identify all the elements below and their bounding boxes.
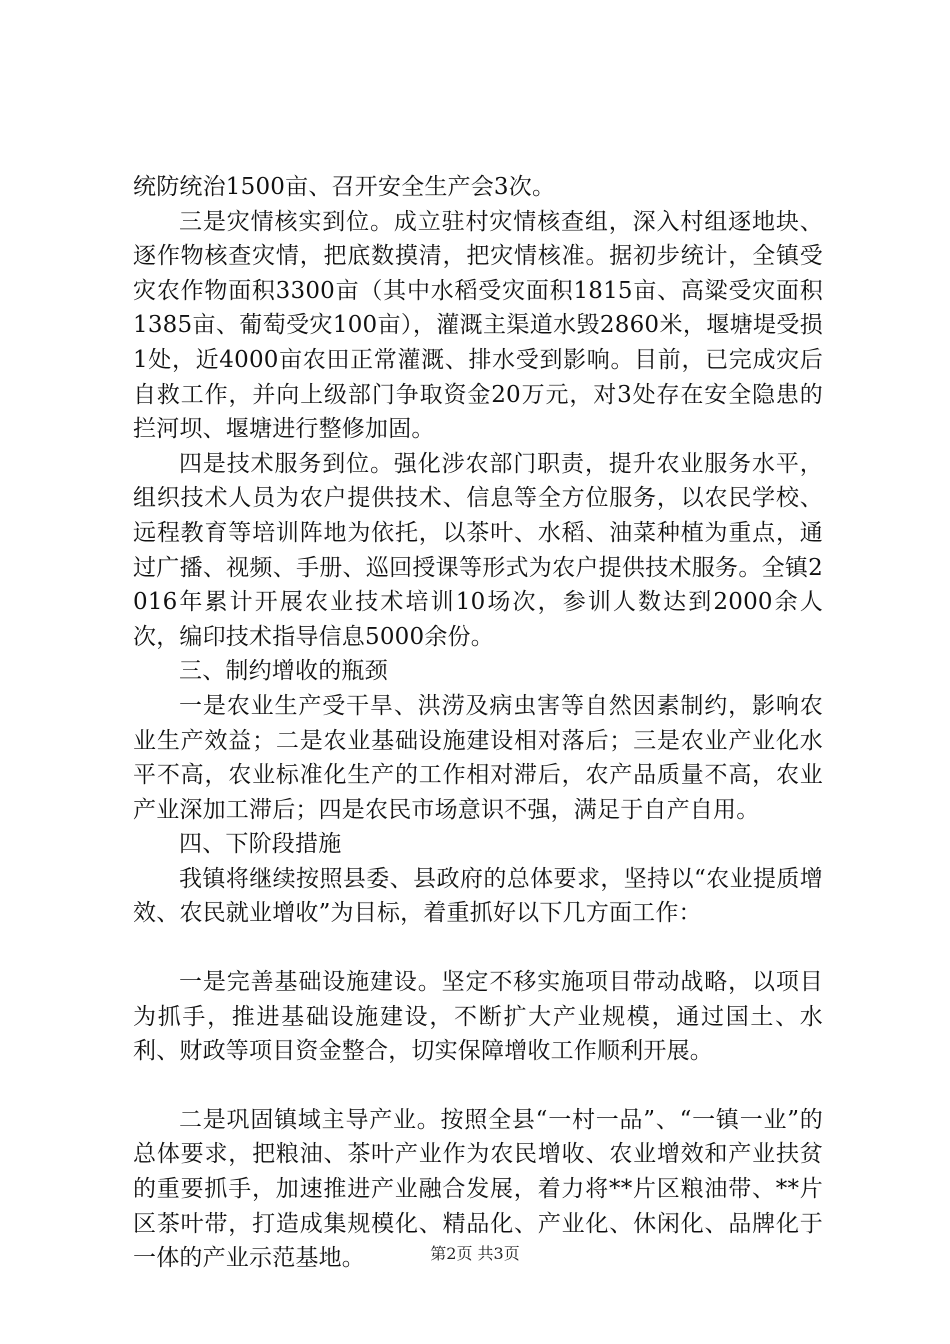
section-heading-next-steps: 四、下阶段措施: [179, 831, 342, 858]
section-heading-bottlenecks: 三、制约增收的瓶颈: [179, 658, 388, 685]
page-number-footer: 第2页 共3页: [430, 1244, 520, 1263]
paragraph-gap: [133, 931, 823, 965]
paragraph-next-steps-intro: 我镇将继续按照县委、县政府的总体要求，坚持以“农业提质增效、农民就业增收”为目标，着重抓好以下几方面工作：: [133, 865, 823, 927]
paragraph-infrastructure: 一是完善基础设施建设。坚定不移实施项目带动战略，以项目为抓手，推进基础设施建设，不断扩大产业规模，通过国土、水利、财政等项目资金整合，切实保障增收工作顺利开展。: [133, 969, 823, 1065]
paragraph-continuation: 统防统治1500亩、召开安全生产会3次。: [133, 174, 556, 200]
paragraph-leading-industry: 二是巩固镇域主导产业。按照全县“一村一品”、“一镇一业”的总体要求，把粮油、茶叶产业作为农民增收、农业增效和产业扶贫的重要抓手，加速推进产业融合发展，着力将**片区粮油带、**片区茶叶带，打造成集规模化、精品化、产业化、休闲化、品牌化于一体的产业示范基地。: [133, 1106, 823, 1272]
paragraph-bottlenecks: 一是农业生产受干旱、洪涝及病虫害等自然因素制约，影响农业生产效益；二是农业基础设施建设相对落后；三是农业产业化水平不高，农业标准化生产的工作相对滞后，农产品质量不高，农业产业深加工滞后；四是农民市场意识不强，满足于自产自用。: [133, 692, 823, 823]
paragraph-technical-service: 四是技术服务到位。强化涉农部门职责，提升农业服务水平，组织技术人员为农户提供技术、信息等全方位服务，以农民学校、远程教育等培训阵地为依托，以茶叶、水稻、油菜种植为重点，通过广播、视频、手册、巡回授课等形式为农户提供技术服务。全镇2016年累计开展农业技术培训10场次，参训人数达到2000余人次，编印技术指导信息5000余份。: [133, 450, 823, 650]
paragraph-disaster-verification: 三是灾情核实到位。成立驻村灾情核查组，深入村组逐地块、逐作物核查灾情，把底数摸清，把灾情核准。据初步统计，全镇受灾农作物面积3300亩（其中水稻受灾面积1815亩、高粱受灾面积1385亩、葡萄受灾100亩），灌溉主渠道水毁2860米，堰塘堤受损1处，近4000亩农田正常灌溉、排水受到影响。目前，已完成灾后自救工作，并向上级部门争取资金20万元，对3处存在安全隐患的拦河坝、堰塘进行整修加固。: [133, 208, 823, 443]
document-body: [133, 170, 823, 1276]
paragraph-gap: [133, 1069, 823, 1103]
